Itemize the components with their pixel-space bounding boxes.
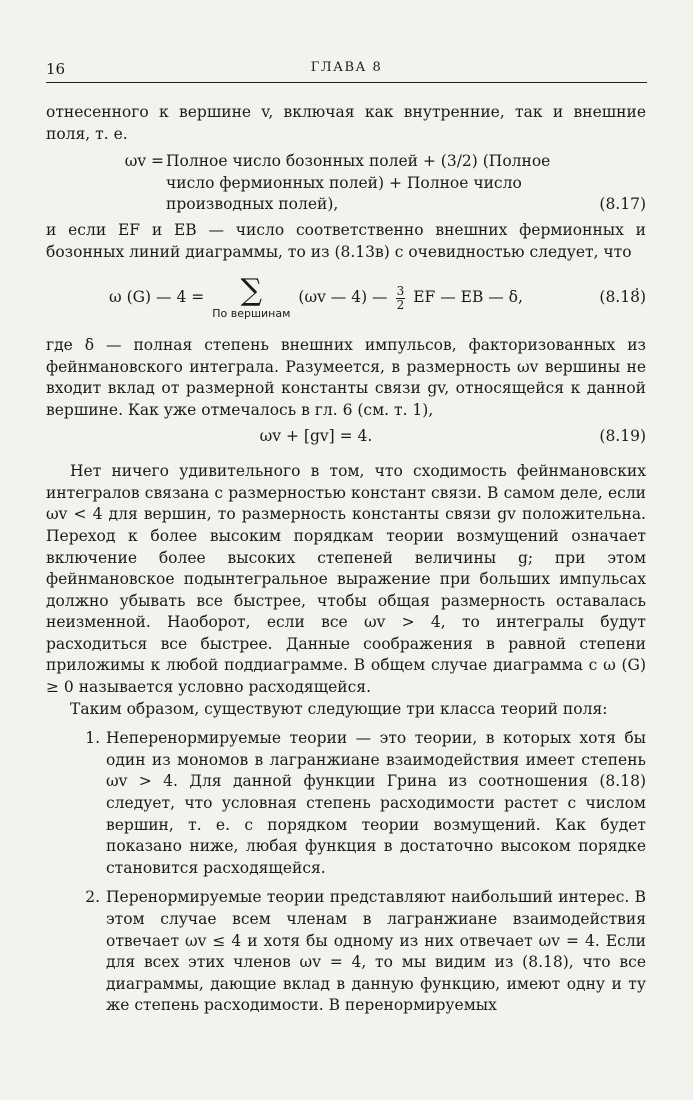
equation-8-18 [46, 267, 646, 329]
paragraph-2: и если EF и EB — число соответственно внешних фермионных и бозонных линий диаграммы, то из (8.13в) с очевидностью следует, что [46, 220, 646, 261]
eq817-line2: число фермионных полей) + Полное число [166, 173, 522, 192]
frac-numerator: 3 [396, 283, 405, 298]
chapter-title: ГЛАВА 8 [310, 60, 383, 75]
eq818-number: (8.18) [599, 288, 646, 307]
eq817-line1: Полное число бозонных полей + (3/2) (Полное [166, 152, 551, 171]
page-number: 16 [46, 60, 66, 78]
eq818-term: (ωv — 4) — [298, 288, 388, 307]
summation-sign: ∑ [240, 273, 263, 309]
list-item [46, 728, 646, 879]
frac-denominator: 2 [396, 297, 405, 312]
fraction-three-halves [396, 285, 406, 312]
equation-8-19 [46, 426, 646, 448]
equation-8-17 [46, 151, 646, 216]
paragraph-3: где δ — полная степень внешних импульсов, факторизованных из фейнмановского интеграла. Разумеется, в размерность ωv вершины не входит вклад от размерной константы связи gv, относящейся к данной вершине. Как уже отмечалось в гл. 6 (см. т. 1), [46, 336, 646, 419]
page-header [46, 60, 647, 83]
list-item-text: Неперенормируемые теории — это теории, в которых хотя бы один из мономов в лагранжиане взаимодействия имеет степень ωv > 4. Для данной функции Грина из соотношения (8.18) следует, что условная степень расходимости растет с числом вершин, т. е. с порядком теории возмущений. Как будет показано ниже, любая функция в достаточно высоком порядке становится расходящейся. [106, 729, 646, 877]
list-item-number: 1. [85, 729, 100, 748]
eq819-number: (8.19) [599, 426, 646, 445]
paragraph-4: Нет ничего удивительного в том, что сходимость фейнмановских интегралов связана с размерностью констант связи. В самом деле, если ωv < 4 для вершин, то размерность константы связи gv положительна. Переход к более высоким порядкам теории возмущений означает включение более высоких степеней величины g; при этом фейнмановское подынтегральное выражение при больших импульсах должно убывать все быстрее, чтобы общая размерность оставалась неизменной. Наоборот, если все ωv > 4, то интегралы будут расходиться все быстрее. Данные соображения в равной степени приложимы к любой поддиаграмме. В общем случае диаграмма с ω (G) ≥ 0 называется условно расходящейся. [46, 462, 646, 697]
eq818-lhs: ω (G) — 4 = [109, 288, 205, 307]
intro-paragraph: отнесенного к вершине v, включая как внутренние, так и внешние поля, т. е. [46, 103, 646, 143]
list-item [46, 887, 646, 1017]
list-item-text: Перенормируемые теории представляют наибольший интерес. В этом случае всем членам в лагранжиане взаимодействия отвечает ωv ≤ 4 и хотя бы одному из них отвечает ωv = 4. Если для всех этих членов ωv = 4, то мы видим из (8.18), что все диаграммы, дающие вклад в данную функцию, имеют одну и ту же степень расходимости. В перенормируемых [106, 888, 646, 1015]
eq817-number: (8.17) [599, 195, 646, 214]
eq819-formula: ωv + [gv] = 4. [259, 426, 373, 445]
theory-classes-list [46, 728, 646, 1017]
paragraph-5: Таким образом, существуют следующие три класса теорий поля: [70, 699, 608, 718]
page-body [46, 102, 646, 1017]
eq817-line3: производных полей), [166, 195, 339, 214]
eq817-lhs: ωv = [124, 152, 164, 171]
list-item-number: 2. [85, 888, 100, 907]
eq818-tail: EF — EB — δ, [413, 288, 523, 307]
summation-subscript: По вершинам [212, 307, 291, 321]
